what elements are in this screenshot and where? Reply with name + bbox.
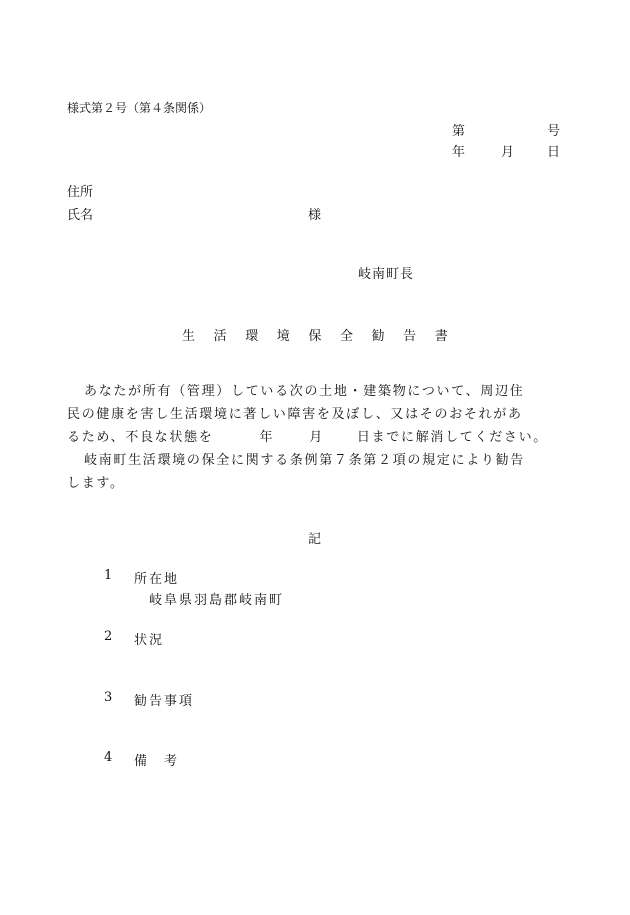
body-text: るため、不良な状態を — [67, 430, 214, 445]
remarks-char: 考 — [164, 754, 178, 769]
body-text: 岐南町生活環境の保全に関する条例第７条第２項の規定により勧告 — [84, 453, 526, 468]
issuer-title: 岐南町長 — [358, 267, 415, 282]
item-label-remarks — [134, 750, 177, 769]
body-paragraph-1-line-3 — [67, 426, 560, 445]
title-char: 全 — [339, 329, 353, 344]
item-value-location: 岐阜県羽島郡岐南町 — [149, 593, 285, 608]
form-label: 様式第２号（第４条関係） — [67, 101, 212, 115]
deadline-year-label: 年 — [259, 430, 275, 445]
body-paragraph-2-line-2: します。 — [67, 476, 125, 491]
title-char: 保 — [308, 329, 322, 344]
address-label: 住所 — [67, 185, 94, 200]
body-text: 日までに解消してください。 — [356, 430, 548, 445]
document-number-suffix: 号 — [546, 124, 560, 139]
title-char: 境 — [276, 329, 290, 344]
document-number-row — [452, 120, 560, 138]
item-number: 4 — [104, 750, 113, 765]
body-paragraph-2-line-1 — [67, 449, 560, 468]
title-char: 勧 — [371, 329, 385, 344]
date-day-label: 日 — [546, 145, 560, 160]
item-label-location: 所在地 — [134, 572, 180, 587]
document-number-prefix: 第 — [452, 124, 466, 139]
document-title — [182, 325, 448, 344]
body-paragraph-1-line-1 — [67, 380, 560, 399]
item-number: 2 — [104, 629, 113, 644]
date-month-label: 月 — [501, 145, 515, 160]
title-char: 生 — [182, 329, 196, 344]
date-year-label: 年 — [452, 145, 466, 160]
body-text: あなたが所有（管理）している次の土地・建築物について、周辺住 — [84, 384, 525, 399]
deadline-month-label: 月 — [309, 430, 324, 445]
name-label: 氏名 — [67, 208, 94, 223]
title-char: 活 — [213, 329, 227, 344]
body-paragraph-1-line-2: 民の健康を害し生活環境に著しい障害を及ぼし、又はそのおそれがあ — [67, 407, 523, 422]
item-label-recommendation: 勧告事項 — [134, 694, 195, 709]
item-label-status: 状況 — [134, 633, 165, 648]
title-char: 告 — [403, 329, 417, 344]
title-char: 書 — [434, 329, 448, 344]
note-heading: 記 — [308, 532, 322, 547]
item-number: 1 — [104, 568, 113, 583]
item-number: 3 — [104, 690, 113, 705]
remarks-char: 備 — [134, 754, 148, 769]
honorific: 様 — [308, 208, 322, 223]
title-char: 環 — [245, 329, 259, 344]
date-row — [452, 141, 560, 159]
